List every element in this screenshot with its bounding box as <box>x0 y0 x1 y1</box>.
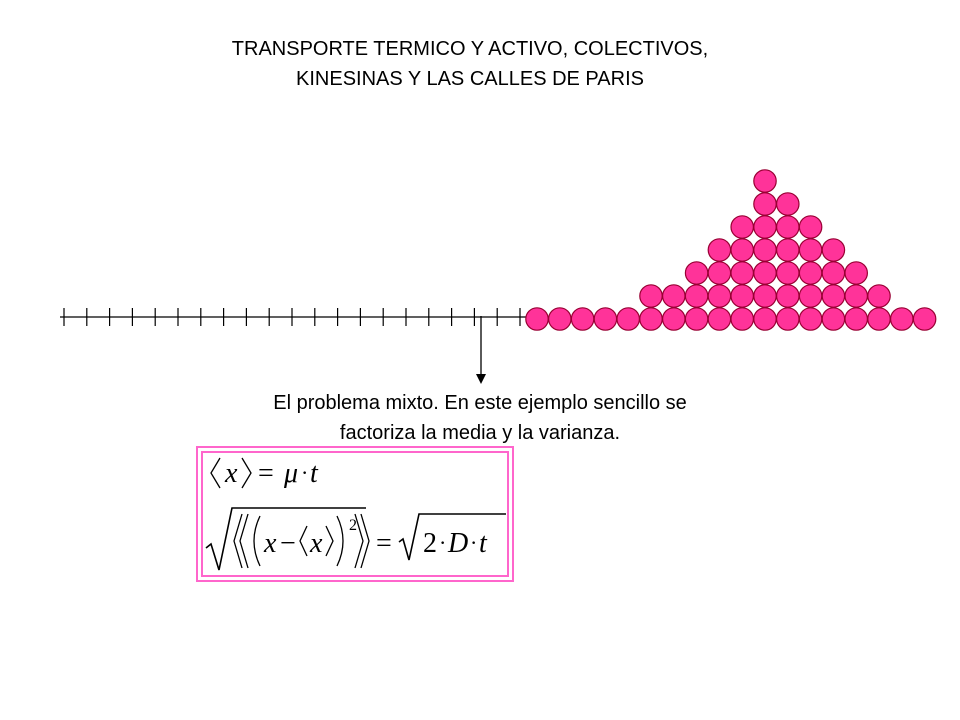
particle <box>891 308 913 330</box>
particle <box>822 308 844 330</box>
particle <box>822 262 844 284</box>
particle <box>708 239 730 261</box>
particle <box>868 308 890 330</box>
particle <box>617 308 639 330</box>
origin-arrow <box>476 316 486 384</box>
particle <box>754 285 776 307</box>
particle <box>777 216 799 238</box>
particle <box>822 285 844 307</box>
mean-equals: = <box>258 458 274 489</box>
particle <box>777 285 799 307</box>
spread-equals: = <box>376 528 392 559</box>
spread-t: t <box>479 528 487 559</box>
particle <box>777 308 799 330</box>
particle <box>571 308 593 330</box>
particle <box>799 262 821 284</box>
particle <box>777 239 799 261</box>
particle <box>845 308 867 330</box>
title-line-2: KINESINAS Y LAS CALLES DE PARIS <box>296 68 644 90</box>
particle <box>640 285 662 307</box>
particle <box>754 239 776 261</box>
spread-formula <box>206 508 506 570</box>
particle <box>799 239 821 261</box>
spread-dot-1: · <box>439 530 447 555</box>
particle <box>799 216 821 238</box>
spread-minus: − <box>280 528 296 559</box>
particle <box>526 308 548 330</box>
particle <box>754 216 776 238</box>
mean-dot: · <box>301 460 309 485</box>
formula-graphic <box>198 448 512 580</box>
title-line-1: TRANSPORTE TERMICO Y ACTIVO, COLECTIVOS, <box>231 38 709 60</box>
particle <box>685 308 707 330</box>
particle <box>868 285 890 307</box>
spread-inner-variable: x <box>310 528 323 559</box>
mean-t: t <box>310 458 318 489</box>
particle <box>663 285 685 307</box>
formula-box <box>196 446 514 582</box>
particle <box>799 285 821 307</box>
particle <box>708 262 730 284</box>
spread-variable: x <box>264 528 277 559</box>
particle <box>731 262 753 284</box>
caption-line-2: factoriza la media y la varianza. <box>339 422 621 444</box>
particle <box>777 262 799 284</box>
spread-dot-2: · <box>470 530 478 555</box>
mean-mu: μ <box>284 458 299 489</box>
caption-line-1: El problema mixto. En este ejemplo sencillo se <box>273 392 687 414</box>
particle <box>845 262 867 284</box>
mean-formula <box>211 458 319 489</box>
spread-exponent: 2 <box>349 517 357 534</box>
particle <box>822 239 844 261</box>
particle <box>731 239 753 261</box>
particle-distribution <box>526 170 936 330</box>
particle <box>708 285 730 307</box>
particle <box>708 308 730 330</box>
mean-variable: x <box>225 458 238 489</box>
particle <box>594 308 616 330</box>
particle <box>754 193 776 215</box>
particle <box>777 193 799 215</box>
particle <box>731 285 753 307</box>
caption <box>160 388 800 448</box>
particle <box>845 285 867 307</box>
particle <box>754 262 776 284</box>
particle <box>549 308 571 330</box>
particle <box>663 308 685 330</box>
particle <box>640 308 662 330</box>
spread-D: D <box>448 528 469 559</box>
particle <box>685 262 707 284</box>
particle <box>913 308 935 330</box>
particle <box>799 308 821 330</box>
spread-two: 2 <box>423 528 437 559</box>
particle <box>754 170 776 192</box>
particle <box>731 308 753 330</box>
particle <box>754 308 776 330</box>
number-axis <box>60 308 528 326</box>
particle <box>685 285 707 307</box>
particle <box>731 216 753 238</box>
